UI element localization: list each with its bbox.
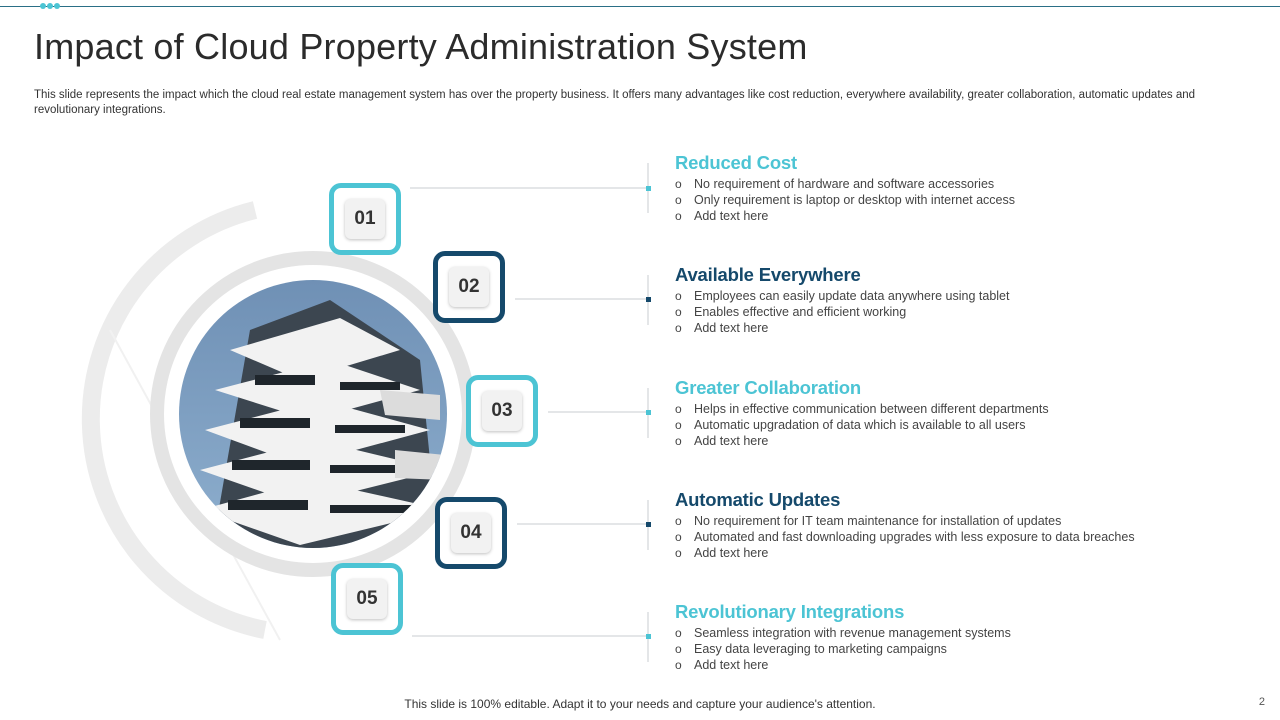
benefit-item-revolutionary-integrations xyxy=(675,601,1235,673)
step-number-box-01 xyxy=(329,183,401,255)
step-number-box-03 xyxy=(466,375,538,447)
bullet-item: o Add text here xyxy=(675,208,1235,224)
page-number: 2 xyxy=(1258,696,1265,708)
benefit-item-available-everywhere xyxy=(675,264,1235,336)
benefit-heading: Reduced Cost xyxy=(675,152,797,173)
benefit-heading: Automatic Updates xyxy=(675,489,841,510)
benefit-item-greater-collaboration xyxy=(675,377,1235,449)
bullet-item: o Easy data leveraging to marketing campaigns xyxy=(675,641,1235,657)
step-number: 05 xyxy=(347,579,387,619)
benefit-heading: Greater Collaboration xyxy=(675,377,861,398)
step-number-box-05 xyxy=(331,563,403,635)
page-subtitle: This slide represents the impact which the cloud real estate management system has over the property business. It offers many advantages like cost reduction, everywhere availability, greater collaboration, automatic updates and revolutionary integrations. xyxy=(34,89,1196,116)
step-number: 03 xyxy=(482,391,522,431)
benefit-heading: Revolutionary Integrations xyxy=(675,601,905,622)
bullet-item: o No requirement of hardware and software accessories xyxy=(675,176,1235,192)
step-number: 01 xyxy=(345,199,385,239)
step-number: 02 xyxy=(449,267,489,307)
bullet-item: o Add text here xyxy=(675,657,1235,673)
bullet-item: o No requirement for IT team maintenance for installation of updates xyxy=(675,513,1235,529)
bullet-item: o Automatic upgradation of data which is available to all users xyxy=(675,417,1235,433)
benefit-bullets xyxy=(675,513,1235,561)
bullet-item: o Automated and fast downloading upgrades with less exposure to data breaches xyxy=(675,529,1235,545)
benefit-bullets xyxy=(675,176,1235,224)
benefit-bullets xyxy=(675,625,1235,673)
benefit-bullets xyxy=(675,401,1235,449)
bullet-item: o Add text here xyxy=(675,545,1235,561)
step-number-box-02 xyxy=(433,251,505,323)
benefit-item-automatic-updates xyxy=(675,489,1235,561)
benefit-heading: Available Everywhere xyxy=(675,264,861,285)
page-title: Impact of Cloud Property Administration System xyxy=(34,26,808,67)
benefit-item-reduced-cost xyxy=(675,152,1235,224)
bullet-item: o Only requirement is laptop or desktop with internet access xyxy=(675,192,1235,208)
bullet-item: o Add text here xyxy=(675,433,1235,449)
step-number-box-04 xyxy=(435,497,507,569)
bullet-item: o Helps in effective communication between different departments xyxy=(675,401,1235,417)
bullet-item: o Enables effective and efficient working xyxy=(675,304,1235,320)
bullet-item: o Employees can easily update data anywhere using tablet xyxy=(675,288,1235,304)
footer-note: This slide is 100% editable. Adapt it to your needs and capture your audience's attention. xyxy=(404,697,876,711)
bullet-item: o Add text here xyxy=(675,320,1235,336)
step-number: 04 xyxy=(451,513,491,553)
connector-dots xyxy=(646,186,651,639)
bullet-item: o Seamless integration with revenue management systems xyxy=(675,625,1235,641)
benefit-bullets xyxy=(675,288,1235,336)
